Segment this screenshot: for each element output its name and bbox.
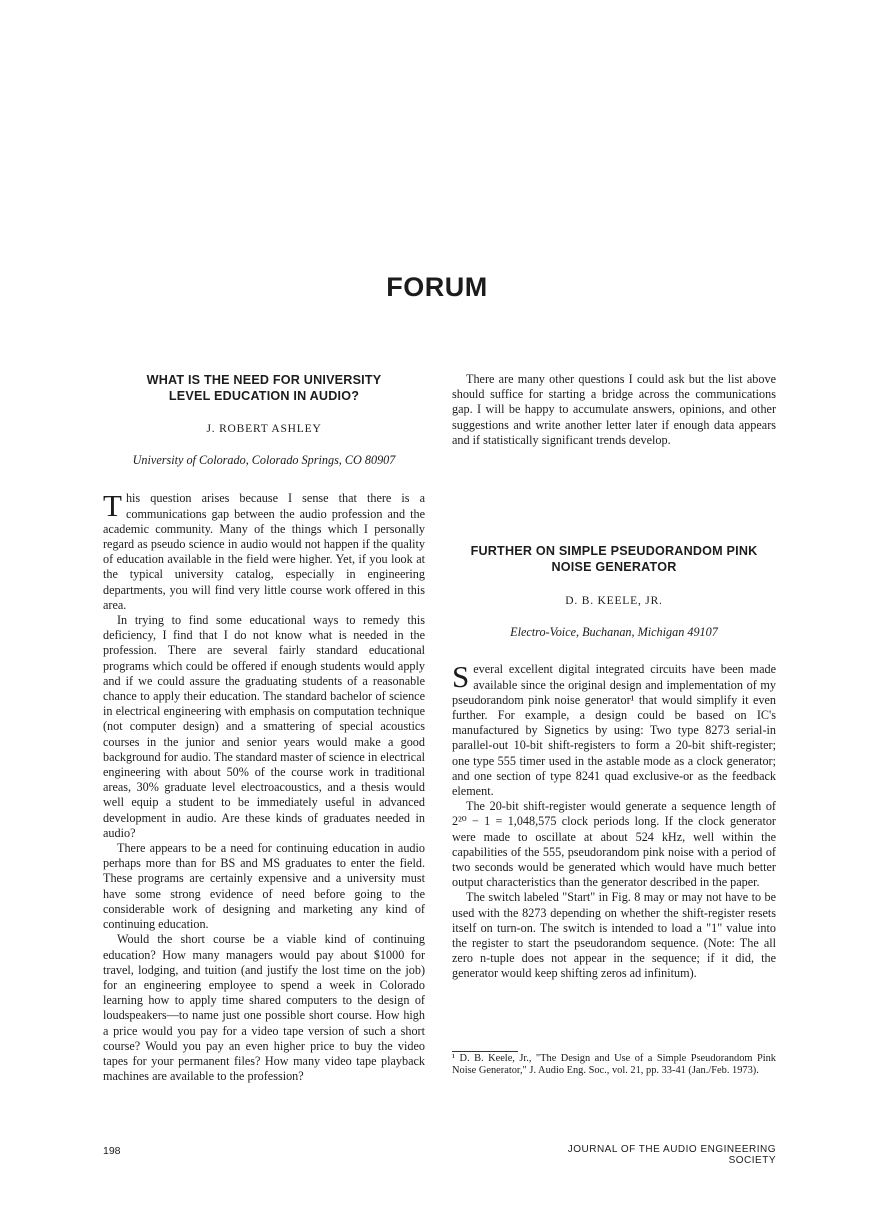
article-2-body [452, 659, 776, 981]
article-1-author: J. ROBERT ASHLEY [206, 423, 322, 435]
article-1-title-line-2: LEVEL EDUCATION IN AUDIO? [168, 389, 360, 403]
article-1-paragraph-5: There are many other questions I could ask but the list above should suffice for starting a bridge across the communications gap. I will be happy to accumulate answers, opinions, and other suggestions and write another letter later if enough data appears and if statistically significant trends develop. [452, 372, 776, 447]
article-1-paragraph-2: In trying to find some educational ways to remedy this deficiency, I find that I do not know what is needed in the profession. There are several fairly standard educational programs which could be offered if enough students would apply and if we could assure the graduating students of a reasonable chance to apply their education. The standard bachelor of science in electrical engineering with emphasis on computation technique (not computer design) and a smattering of special acoustics courses in the junior and senior years would make a good background for audio. The standard master of science in electrical engineering with about 50% of the course work in traditional areas, 30% graduate level electroacoustics, and a thesis would well equip a student to be immediately useful in advanced development in audio. Are these kinds of graduates needed in audio? [103, 613, 425, 840]
article-1-paragraph-1 [103, 488, 425, 613]
article-2-paragraph-2: The 20-bit shift-register would generate a sequence length of 2²⁰ − 1 = 1,048,575 clock periods long. If the clock generator were made to oscillate at about 524 kHz, well within the capabilities of the 555, pseudorandom pink noise with a period of two seconds would be generated which would have much better output characteristics than the generator described in the paper. [452, 799, 776, 890]
page-number: 198 [103, 1145, 121, 1157]
article-2-author: D. B. KEELE, JR. [565, 595, 663, 607]
article-2-paragraph-3: The switch labeled "Start" in Fig. 8 may or may not have to be used with the 8273 depending on whether the shift-register resets itself on turn-on. The switch is intended to load a "1" value into the register to start the pseudorandom sequence. (Note: The all zero n-tuple does not appear in the sequence; if it did, the generator would keep shifting zeros ad infinitum). [452, 890, 776, 981]
section-title: FORUM [386, 272, 488, 302]
article-2-paragraph-1 [452, 659, 776, 799]
article-1-dropcap: T [103, 488, 122, 524]
footnote-rule [452, 1051, 518, 1052]
article-1-continuation [452, 372, 776, 448]
footnote: ¹ D. B. Keele, Jr., "The Design and Use of a Simple Pseudorandom Pink Noise Generator," J. Audio Eng. Soc., vol. 21, pp. 33-41 (Jan./Feb. 1973). [452, 1053, 776, 1077]
article-1-title [103, 372, 425, 404]
article-1-column [103, 372, 425, 1084]
article-1-body [103, 488, 425, 1084]
article-2-affiliation: Electro-Voice, Buchanan, Michigan 49107 [510, 625, 718, 640]
article-2-title-line-1: FURTHER ON SIMPLE PSEUDORANDOM PINK [470, 544, 758, 558]
journal-name: JOURNAL OF THE AUDIO ENGINEERING SOCIETY [567, 1144, 776, 1166]
article-1-paragraph-4: Would the short course be a viable kind of continuing education? How many managers would pay about $1000 for travel, lodging, and tuition (and justify the lost time on the job) for an engineering employee to spend a week in Colorado learning how to apply time shared computers to the design of loudspeakers—to name just one possible short course. How high a price would you pay for a video tape version of such a short course? Would you pay an even higher price to buy the video tapes for your permanent files? How many video tape playback machines are available to the profession? [103, 932, 425, 1084]
article-2-dropcap: S [452, 659, 470, 695]
article-2-column [452, 543, 776, 982]
article-2-title [452, 543, 776, 575]
article-1-paragraph-1-text: his question arises because I sense that there is a communications gap between the audio profession and the academic community. Many of the things which I personally regard as pseudo science in audio would not happen if the quality of education available in the field were higher. Yet, if you look at the typical university catalog, especially in engineering departments, you will find very little course work offered in this area. [103, 491, 425, 612]
article-1-affiliation: University of Colorado, Colorado Springs, CO 80907 [132, 453, 396, 468]
article-2-paragraph-1-text: everal excellent digital integrated circuits have been made available since the original design and implementation of my pseudorandom pink noise generator¹ that would simplify it even further. For example, a design could be based on IC's manufactured by Signetics by using: Two type 8273 serial-in parallel-out 10-bit shift-registers to form a 20-bit shift-register; one type 555 timer used in the astable mode as a clock generator; and one section of type 8241 quad exclusive-or as the feedback element. [452, 662, 776, 799]
article-2-title-line-2: NOISE GENERATOR [551, 560, 677, 574]
article-1-title-line-1: WHAT IS THE NEED FOR UNIVERSITY [146, 373, 382, 387]
article-1-paragraph-3: There appears to be a need for continuing education in audio perhaps more than for BS and MS graduates to enter the field. These programs are certainly expensive and a university must have some strong evidence of need before going to the considerable work of designing and marketing any kind of continuing education. [103, 841, 425, 932]
